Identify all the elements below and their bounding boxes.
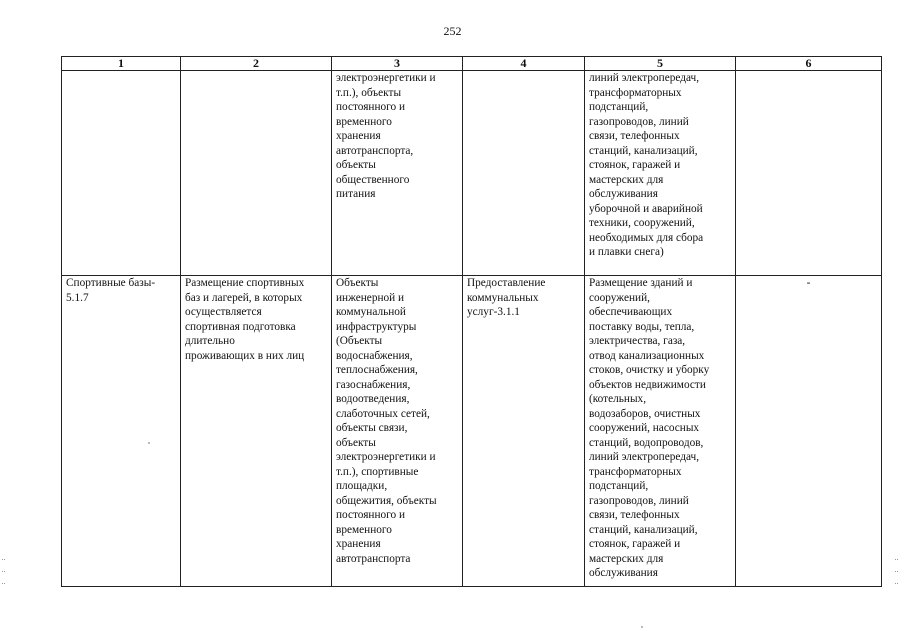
table-cell-col-5: [585, 71, 736, 276]
cell-text-line: инфраструктуры: [336, 320, 417, 333]
table-cell-col-4: [463, 71, 585, 276]
cell-text-line: автотранспорта,: [336, 144, 414, 157]
column-header-4: 4: [463, 57, 585, 71]
cell-text-line: временного: [336, 523, 392, 536]
cell-text-line: газопроводов, линий: [589, 494, 689, 507]
cell-text-line: постоянного и: [336, 101, 406, 113]
scan-speck: [641, 626, 643, 628]
cell-text-line: коммунальных: [467, 291, 539, 304]
cell-text-line: проживающих в них лиц: [185, 349, 305, 362]
cell-text-line: услуг-3.1.1: [467, 306, 520, 318]
cell-text-line: необходимых для сбора: [589, 231, 704, 244]
cell-text-line: автотранспорта: [336, 552, 411, 565]
margin-mark: [2, 571, 5, 572]
table-cell-col-1: [62, 71, 181, 276]
cell-text-line: обслуживания: [589, 567, 658, 579]
cell-text-line: стоянок, гаражей и: [589, 159, 681, 171]
cell-text-line: газоснабжения,: [336, 378, 411, 391]
cell-text-line: инженерной и: [336, 291, 405, 304]
cell-text-line: связи, телефонных: [589, 130, 680, 142]
cell-text-line: обслуживания: [589, 188, 658, 200]
table-header-row: [62, 57, 882, 71]
margin-mark: [2, 583, 5, 584]
cell-text-line: (Объекты: [336, 335, 383, 347]
cell-text-line: общежития, объекты: [336, 494, 437, 507]
cell-text-line: хранения: [336, 538, 381, 550]
zoning-table: [61, 56, 882, 587]
cell-text-line: газопроводов, линий: [589, 115, 689, 128]
cell-text-line: объекты связи,: [336, 422, 408, 434]
cell-text-line: водоотведения,: [336, 393, 410, 405]
cell-text-line: электроэнергетики и: [336, 451, 436, 463]
cell-text-line: водоснабжения,: [336, 349, 413, 362]
cell-text-line: и плавки снега): [589, 246, 664, 258]
cell-text-line: Размещение зданий и: [589, 277, 693, 289]
cell-text-line: питания: [336, 188, 376, 200]
cell-text-line: Предоставление: [467, 277, 546, 289]
cell-text-line: объектов недвижимости: [589, 378, 706, 391]
table-cell-col-3: [332, 276, 463, 587]
cell-text-line: временного: [336, 115, 392, 128]
table-cell-col-1: [62, 276, 181, 587]
margin-mark: [2, 559, 5, 560]
cell-text-line: трансформаторных: [589, 465, 682, 478]
margin-mark: [895, 559, 898, 560]
page-number: 252: [443, 24, 462, 38]
cell-text-line: связи, телефонных: [589, 509, 680, 521]
cell-text-line: (котельных,: [589, 393, 647, 405]
table-cell-col-5: [585, 276, 736, 587]
table-cell-col-2: [181, 276, 332, 587]
cell-text-line: электричества, газа,: [589, 335, 686, 347]
table-cell-col-2: [181, 71, 332, 276]
cell-text-line: линий электропередач,: [589, 72, 700, 84]
table-cell-col-6: [736, 276, 882, 587]
cell-text-line: теплоснабжения,: [336, 364, 418, 376]
cell-text: -: [806, 277, 811, 289]
cell-text-line: сооружений,: [589, 291, 650, 304]
table-cell-col-4: [463, 276, 585, 587]
cell-text-line: водозаборов, очистных: [589, 407, 701, 420]
table-cell-col-3: [332, 71, 463, 276]
cell-text-line: длительно: [185, 335, 235, 347]
cell-text-line: стоков, очистку и уборку: [589, 364, 710, 376]
table-cell-col-6: [736, 71, 882, 276]
cell-text-line: т.п.), объекты: [336, 86, 402, 99]
column-header-1: 1: [62, 57, 181, 71]
cell-text-line: линий электропередач,: [589, 451, 700, 463]
cell-text-line: подстанций,: [589, 480, 649, 492]
cell-text-line: Размещение спортивных: [185, 277, 305, 289]
cell-text-line: станций, канализаций,: [589, 523, 698, 536]
cell-text-line: станций, водопроводов,: [589, 436, 704, 449]
cell-text-line: объекты: [336, 436, 376, 449]
table-row: [62, 276, 882, 587]
cell-text-line: мастерских для: [589, 173, 664, 186]
cell-text-line: хранения: [336, 130, 381, 142]
cell-text-line: постоянного и: [336, 509, 406, 521]
cell-text-line: Объекты: [336, 277, 379, 289]
cell-text-line: баз и лагерей, в которых: [185, 291, 303, 304]
cell-text-line: коммунальной: [336, 306, 406, 318]
column-header-3: 3: [332, 57, 463, 71]
cell-text-line: обеспечивающих: [589, 306, 673, 318]
cell-text-line: сооружений, насосных: [589, 422, 700, 434]
column-header-6: 6: [736, 57, 882, 71]
cell-text-line: электроэнергетики и: [336, 72, 436, 84]
cell-text-line: спортивная подготовка: [185, 320, 296, 333]
scan-speck: [148, 442, 150, 444]
cell-text-line: отвод канализационных: [589, 349, 705, 362]
table-row: [62, 71, 882, 276]
cell-text-line: уборочной и аварийной: [589, 202, 703, 215]
cell-text-line: 5.1.7: [66, 291, 89, 304]
column-header-5: 5: [585, 57, 736, 71]
cell-text-line: общественного: [336, 173, 410, 186]
margin-mark: [895, 571, 898, 572]
cell-text-line: станций, канализаций,: [589, 144, 698, 157]
cell-text-line: слаботочных сетей,: [336, 407, 430, 420]
cell-text-line: поставку воды, тепла,: [589, 320, 695, 333]
cell-text-line: Спортивные базы-: [66, 277, 156, 289]
margin-mark: [895, 583, 898, 584]
cell-text-line: осуществляется: [185, 306, 262, 318]
column-header-2: 2: [181, 57, 332, 71]
cell-text-line: трансформаторных: [589, 86, 682, 99]
cell-text-line: объекты: [336, 159, 376, 171]
cell-text-line: техники, сооружений,: [589, 217, 695, 229]
cell-text-line: стоянок, гаражей и: [589, 538, 681, 550]
cell-text-line: мастерских для: [589, 552, 664, 565]
cell-text-line: подстанций,: [589, 101, 649, 113]
cell-text-line: площадки,: [336, 480, 388, 492]
cell-text-line: т.п.), спортивные: [336, 465, 419, 478]
